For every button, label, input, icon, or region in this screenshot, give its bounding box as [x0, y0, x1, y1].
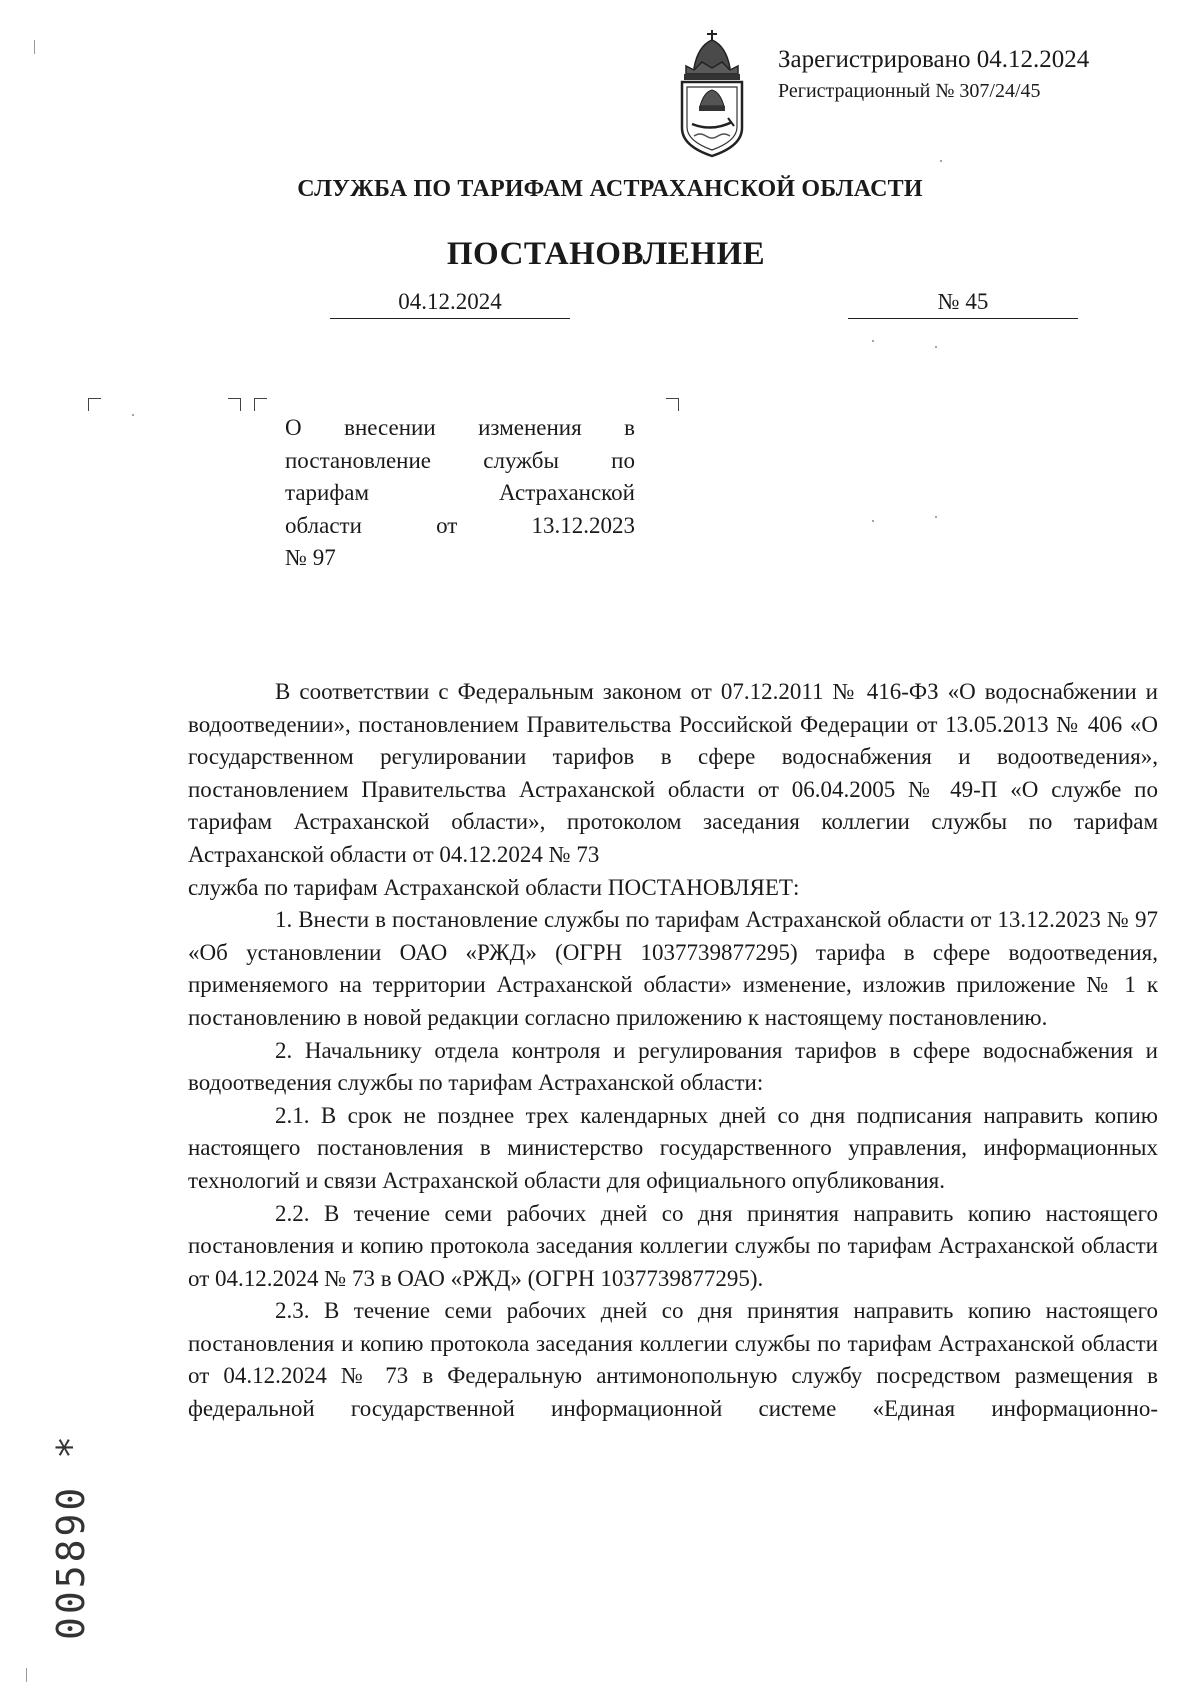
item-2-2-paragraph: 2.2. В течение семи рабочих дней со дня принятия направить копию настоящего постановления и копию протокола заседания коллегии службы по тарифам Астраханской области от 04.12.2024 № 73 в ОАО «РЖД» (ОГРН 1037739877295). [188, 1200, 1158, 1291]
subject-line: О внесении изменения в [285, 415, 635, 440]
scan-speck [940, 160, 942, 162]
item-2-paragraph: 2. Начальнику отдела контроля и регулирования тарифов в сфере водоснабжения и водоотведения службы по тарифам Астраханской области: [188, 1037, 1158, 1096]
scan-speck [935, 346, 937, 348]
item-2-1-paragraph: 2.1. В срок не позднее трех календарных дней со дня подписания направить копию настоящего постановления в министерство государственного управления, информационных технологий и связи Астраханской области для официального опубликования. [188, 1102, 1158, 1193]
registration-number: Регистрационный № 307/24/45 [778, 80, 1041, 102]
scan-speck [872, 520, 874, 522]
item-2-3-paragraph: 2.3. В течение семи рабочих дней со дня принятия направить копию настоящего постановления и копию протокола заседания коллегии службы по тарифам Астраханской области от 04.12.2024 № 73 в Федеральную антимонопольную службу посредством размещения в федеральной государственной информационной системе «Единая информационно- [188, 1298, 1158, 1422]
subject-line: постановление службы по [285, 447, 635, 473]
subject-line: тарифам Астраханской [285, 480, 635, 505]
scan-margin-tick [26, 1668, 27, 1682]
coat-of-arms-emblem [672, 28, 752, 160]
side-stamp-text: 005890 * [49, 1432, 93, 1640]
document-date: 04.12.2024 [330, 288, 570, 319]
agency-name: СЛУЖБА ПО ТАРИФАМ АСТРАХАНСКОЙ ОБЛАСТИ [297, 176, 923, 202]
registration-date: Зарегистрировано 04.12.2024 [778, 46, 1090, 73]
subject-line: области от 13.12.2023 [285, 512, 635, 538]
subject-line: № 97 [285, 545, 336, 570]
preamble-paragraph: В соответствии с Федеральным законом от 07.12.2011 № 416-ФЗ «О водоснабжении и водоотведении», постановлением Правительства Российской Федерации от 13.05.2013 № 406 «О государственном регулировании тарифов в сфере водоснабжения и водоотведения», постановлением Правительства Астраханской области от 06.04.2005 № 49-П «О службе по тарифам Астраханской области», протоколом заседания коллегии службы по тарифам Астраханской области от 04.12.2024 № 73 [188, 679, 1158, 867]
resolution-clause: служба по тарифам Астраханской области ПОСТАНОВЛЯЕТ: [188, 874, 800, 900]
scan-speck [872, 340, 874, 342]
corner-mark-mid-left [254, 398, 267, 411]
corner-mark-left [88, 398, 101, 411]
corner-mark-right [666, 398, 679, 411]
document-title: ПОСТАНОВЛЕНИЕ [446, 236, 766, 272]
corner-mark-mid-right [228, 398, 241, 411]
item-1-paragraph: 1. Внести в постановление службы по тарифам Астраханской области от 13.12.2023 № 97 «Об установлении ОАО «РЖД» (ОГРН 1037739877295) тарифа в сфере водоотведения, применяемого на территории Астраханской области» изменение, изложив приложение № 1 к постановлению в новой редакции согласно приложению к настоящему постановлению. [188, 907, 1158, 1030]
side-stamp [40, 1340, 100, 1640]
document-number: № 45 [848, 288, 1078, 319]
scan-speck [935, 516, 937, 518]
scan-margin-tick [34, 40, 35, 54]
document-body [188, 676, 1158, 1426]
document-subject [285, 412, 635, 575]
scan-speck [132, 414, 134, 416]
